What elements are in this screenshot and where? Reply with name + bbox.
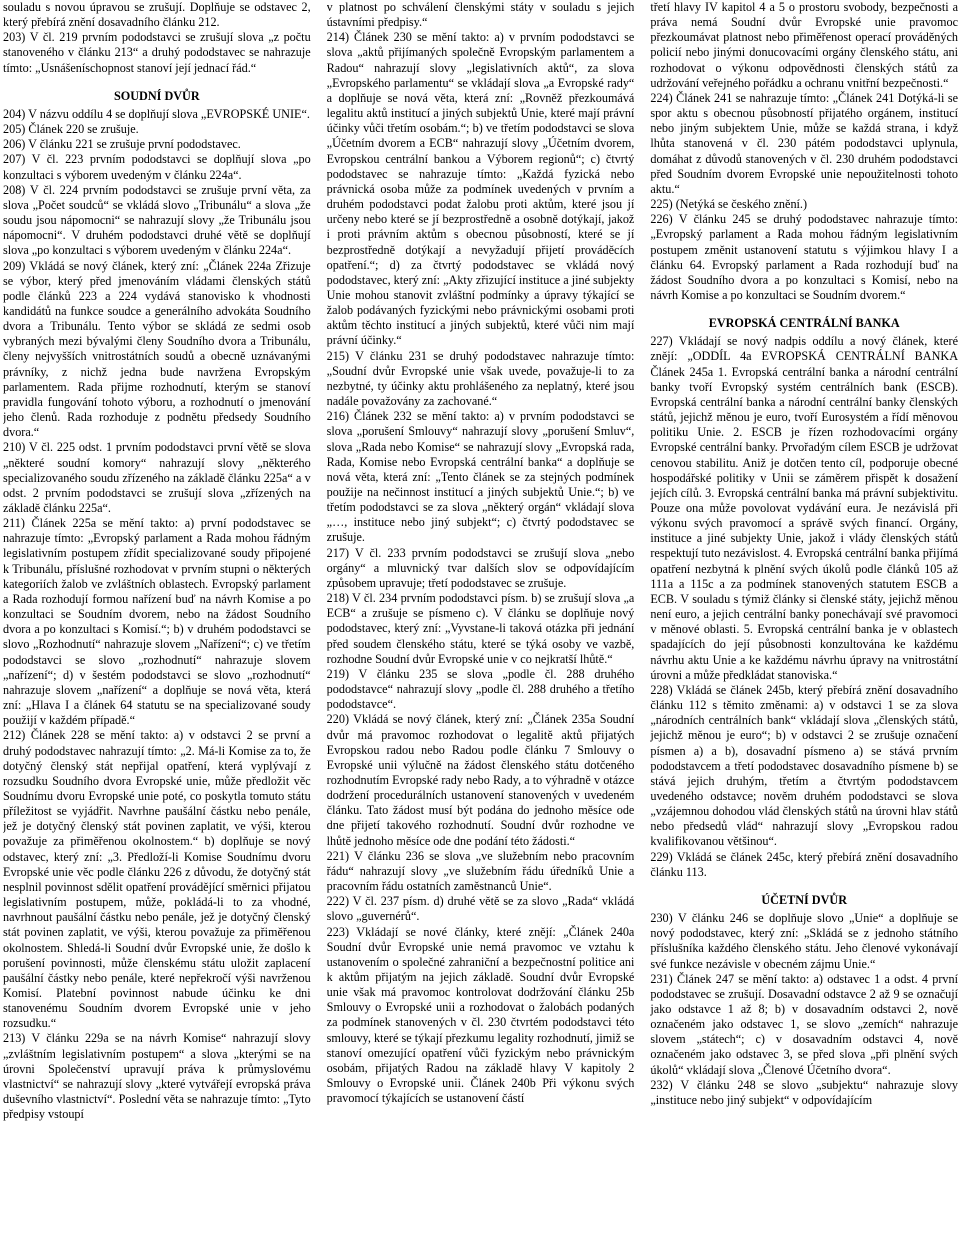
- paragraph: 211) Článek 225a se mění takto: a) první pododstavec se nahrazuje tímto: „Evropský parlament a Rada mohou řádným legislativním postupem zřídit specializované soudy připojené k Tribunálu, příslušné rozhodovat v prvním stupni o některých kategoriích žalob ve zvláštních oblastech. Evropský parlament a Rada rozhodují formou nařízení buď na návrh Komise a po konzultaci se Soudním dvorem, nebo na žádost Soudního dvora a po konzultaci s Komisí.“; b) v druhém pododstavci se slovo „Rozhodnutí“ nahrazuje slovem „Nařízení“; c) ve třetím pododstavci se slovo „rozhodnutí“ nahrazuje slovem „nařízení“; d) v šestém pododstavci se slovo „rozhodnutí“ nahrazuje slovem „nařízení“ a doplňuje se nová věta, která zní: „Hlava I a článek 64 statutu se na specializované soudy použijí v každém případě.“: [3, 516, 311, 728]
- paragraph: 223) Vkládají se nové články, které znějí: „Článek 240a Soudní dvůr Evropské unie nemá pravomoc ve vztahu k ustanovením o společné zahraniční a bezpečnostní politice ani k aktům přijatým na jejich základě. Soudní dvůr Evropské unie však má pravomoc kontrolovat dodržování článku 25b Smlouvy o Evropské unii a rozhodovat o žalobách podaných za podmínek stanovených v čl. 230 čtvrtém pododstavci této smlouvy, které se týkají přezkumu legality rozhodnutí, jimiž se stanoví omezující opatření vůči fyzickým nebo právnickým osobám, přijatých Radou na základě hlavy V kapitoly 2 Smlouvy o Evropské unii. Článek 240b Při výkonu svých pravomocí týkajících se ustanovení částí: [326, 924, 635, 1106]
- paragraph: 224) Článek 241 se nahrazuje tímto: „Článek 241 Dotýká-li se spor aktu s obecnou působností přijatého orgánem, institucí nebo jiným subjektem Unie, může se každá strana, i když lhůta stanovená v čl. 230 pátém pododstavci uplynula, domáhat z důvodů stanovených v čl. 230 druhém pododstavci před Soudním dvorem Evropské unie nepoužitelnosti tohoto aktu.“: [650, 90, 959, 196]
- paragraph: 220) Vkládá se nový článek, který zní: „Článek 235a Soudní dvůr má pravomoc rozhodovat o legalitě aktů přijatých Evropskou radou nebo Radou podle článku 7 Smlouvy o Evropské unii výlučně na žádost členského státu dotčeného rozhodnutím Evropské rady nebo Rady, a to výhradně v otázce dodržení procedurálních ustanovení stanovených v uvedeném článku. Tato žádost musí být podána do jednoho měsíce ode dne přijetí takového rozhodnutí. Soudní dvůr rozhodne ve lhůtě jednoho měsíce ode dne podání této žádosti.“: [326, 712, 635, 848]
- paragraph: třetí hlavy IV kapitol 4 a 5 o prostoru svobody, bezpečnosti a práva nemá Soudní dvůr Evropské unie pravomoc přezkoumávat platnost nebo přiměřenost operací prováděných policií nebo jinými donucovacími orgány členského státu, ani rozhodovat o výkonu odpovědnosti členských států za udržování veřejného pořádku a ochranu vnitřní bezpečnosti.“: [650, 0, 959, 90]
- paragraph: 227) Vkládají se nový nadpis oddílu a nový článek, které znějí: „ODDÍL 4a EVROPSKÁ CENTRÁLNÍ BANKA Článek 245a 1. Evropská centrální banka a národní centrální banky tvoří Evropský systém centrálních bank (ESCB). Evropská centrální banka a národní centrální banky členských států, jejichž měnou je euro, tvoří Eurosystém a řídí měnovou politiku Unie. 2. ESCB je řízen rozhodovacími orgány Evropské centrální banky. Prvořadým cílem ESCB je udržovat cenovou stabilitu. Aniž je dotčen tento cíl, podporuje obecné hospodářské politiky v Unii se záměrem přispět k dosažení jejích cílů. 3. Evropská centrální banka má právní subjektivitu. Pouze ona může povolovat vydávání eura. Je nezávislá při výkonu svých pravomocí a správě svých financí. Orgány, instituce a jiné subjekty Unie, jakož i vlády členských států respektují tuto nezávislost. 4. Evropská centrální banka přijímá opatření nezbytná k plnění svých úkolů podle článků 105 až 111a a 115c a za podmínek stanovených statutem ESCB a ECB. V souladu s týmiž články si členské státy, jejichž měnou není euro, a jejich centrální banky ponechávají své pravomoci v měnové oblasti. 5. Evropská centrální banka je v oblastech spadajících do její působnosti konzultována ke každému návrhu aktu Unie a ke každému návrhu úpravy na vnitrostátní úrovni a může předkládat stanoviska.“: [650, 334, 959, 682]
- paragraph: 222) V čl. 237 písm. d) druhé větě se za slovo „Rada“ vkládá slovo „guvernérů“.: [326, 894, 635, 924]
- paragraph: 217) V čl. 233 prvním pododstavci se zrušují slova „nebo orgány“ a mluvnický tvar dalších slov se odpovídajícím způsobem upravuje; třetí pododstavec se zrušuje.: [326, 545, 635, 590]
- paragraph: 209) Vkládá se nový článek, který zní: „Článek 224a Zřizuje se výbor, který před jmenováním vládami členských států podle článků 223 a 224 vydává stanovisko k vhodnosti kandidátů na funkce soudce a generálního advokáta Soudního dvora a Tribunálu. Tento výbor se skládá ze sedmi osob vybraných mezi bývalými členy Soudního dvora a Tribunálu, členy nejvyšších vnitrostátních soudů a obecně uznávanými právníky, z nichž jedna bude navržena Evropským parlamentem. Rada přijme rozhodnutí, kterým se stanoví pravidla fungování tohoto výboru, a rozhodnutí o jmenování jeho členů. Rada rozhoduje z podnětu předsedy Soudního dvora.“: [3, 258, 311, 440]
- paragraph: v platnost po schválení členskými státy v souladu s jejich ústavními předpisy.“: [326, 0, 635, 30]
- paragraph: 205) Článek 220 se zrušuje.: [3, 122, 139, 137]
- paragraph: souladu s novou úpravou se zrušují. Doplňuje se odstavec 2, který přebírá znění dosavadního článku 212.: [3, 0, 311, 30]
- text-column-right: [650, 0, 958, 1260]
- paragraph: 207) V čl. 223 prvním pododstavci se doplňují slova „po konzultaci s výborem uvedeným v článku 224a“.: [3, 152, 311, 182]
- paragraph: 203) V čl. 219 prvním pododstavci se zrušují slova „z počtu stanoveného v článku 213“ a druhý pododstavec se nahrazuje tímto: „Usnášeníschopnost stanoví její jednací řád.“: [3, 30, 311, 75]
- paragraph: 212) Článek 228 se mění takto: a) v odstavci 2 se první a druhý pododstavec nahrazují tímto: „2. Má-li Komise za to, že dotyčný členský stát nepřijal opatření, která vyplývají z rozsudku Soudního dvora Evropské unie, může předložit věc Soudnímu dvoru Evropské unie poté, co poskytla tomuto státu příležitost se vyjádřit. Navrhne paušální částku nebo penále, jež je dotyčný členský stát povinen zaplatit, ve výši, kterou považuje za přiměřenou okolnostem.“ b) doplňuje se nový odstavec, který zní: „3. Předloží-li Komise Soudnímu dvoru Evropské unie věc podle článku 226 z důvodu, že dotyčný stát nesplnil povinnost sdělit opatření provádějící směrnici přijatou legislativním postupem, může, pokládá-li to za vhodné, navrhnout paušální částku nebo penále, jež je dotyčný členský stát povinen zaplatit, ve výši, kterou považuje za přiměřenou okolnostem. Shledá-li Soudní dvůr Evropské unie, že došlo k porušení povinnosti, může členskému státu uložit zaplacení paušální částky nebo penále, které nepřekročí výši navrženou Komisí. Platební povinnost nabude účinku ke dni stanovenému Soudním dvorem Evropské unie v jeho rozsudku.“: [3, 728, 311, 1031]
- section-heading: ÚČETNÍ DVŮR: [761, 892, 848, 907]
- text-column-middle: [327, 0, 635, 1260]
- paragraph: 232) V článku 248 se slovo „subjektu“ nahrazuje slovy „instituce nebo jiný subjekt“ v odpovídajícím: [650, 1077, 959, 1107]
- paragraph: 208) V čl. 224 prvním pododstavci se zrušuje první věta, za slova „Počet soudců“ se vkládá slovo „Tribunálu“ a slova „že soudu jsou nápomocni“ se nahrazují slovy „že Tribunálu jsou nápomocni“. V druhém pododstavci druhé větě se doplňují slova „po konzultaci s výborem uvedeným v článku 224a“.: [3, 182, 311, 258]
- section-heading: SOUDNÍ DVŮR: [114, 88, 200, 103]
- paragraph: 204) V názvu oddílu 4 se doplňují slova „EVROPSKÉ UNIE“.: [3, 106, 310, 121]
- paragraph: 229) Vkládá se článek 245c, který přebírá znění dosavadního článku 113.: [650, 849, 959, 879]
- paragraph: 213) V článku 229a se na návrh Komise“ nahrazují slovy „zvláštním legislativním postupem“ a slova „kterými se na úrovni Společenství upravují práva k průmyslovému vlastnictví“ se nahrazují slovy „které vytvářejí evropská práva duševního vlastnictví“. Poslední věta se nahrazuje tímto: „Tyto předpisy vstoupí: [3, 1031, 311, 1122]
- section-heading: EVROPSKÁ CENTRÁLNÍ BANKA: [708, 316, 900, 331]
- paragraph: 226) V článku 245 se druhý pododstavec nahrazuje tímto: „Evropský parlament a Rada mohou řádným legislativním postupem změnit ustanovení statutu s výjimkou hlavy I a článku 64. Evropský parlament a Rada rozhodují buď na žádost Soudního dvora a po konzultaci s Komisí, nebo na návrh Komise a po konzultaci se Soudním dvorem.“: [650, 212, 959, 302]
- paragraph: 214) Článek 230 se mění takto: a) v prvním pododstavci se slova „aktů přijímaných společně Evropským parlamentem a Radou“ nahrazují slovy „legislativních aktů“, za slova „Evropského parlamentu“ se vkládají slova „a Evropské rady“ a doplňuje se nová věta, která zní: „Rovněž přezkoumává legalitu aktů institucí a jiných subjektů Unie, které mají právní účinky vůči třetím osobám.“; b) ve třetím pododstavci se slova „Účetním dvorem a ECB“ nahrazují slovy „Účetním dvorem, Evropskou centrální bankou a Výborem regionů“; c) čtvrtý pododstavec se nahrazuje tímto: „Každá fyzická nebo právnická osoba může za podmínek uvedených v prvním a druhém pododstavci podat žalobu proti aktům, které jsou jí určeny nebo které se jí bezprostředně a osobně dotýkají, jakož i proti právním aktům s obecnou působností, které se jí bezprostředně dotýkají a nevyžadují přijetí prováděcích opatření.“; d) za čtvrtý pododstavec se vkládá nový pododstavec, který zní: „Akty zřizující instituce a jiné subjekty Unie mohou stanovit zvláštní podmínky a úpravy týkající se žalob podávaných fyzickými nebo právnickými osobami proti aktům těchto institucí a jiných subjektů, které vůči nim mají právní účinky.“: [326, 30, 635, 348]
- paragraph: 228) Vkládá se článek 245b, který přebírá znění dosavadního článku 112 s těmito změnami: a) v odstavci 1 se za slova „národních centrálních bank“ vkládají slova „členských států, jejichž měnou je euro“; b) v odstavci 2 se zrušuje označení písmen a) a b), dosavadní písmeno a) se stává prvním pododstavcem a třetí pododstavec dosavadního písmene b) se stává jejich druhým, třetím a čtvrtým pododstavcem uvedeného odstavce; nověm druhém pododstavci se slova „vzájemnou dohodou vlád členských států na úrovni hlav států nebo předsedů vlád“ nahrazují slovy „Evropskou radou kvalifikovanou většinou“.: [650, 682, 959, 849]
- paragraph: 231) Článek 247 se mění takto: a) odstavec 1 a odst. 4 první pododstavec se zrušují. Dosavadní odstavce 2 až 9 se označují jako odstavce 1 až 8; b) v dosavadním odstavci 2, nově označeném jako odstavec 1, se slovo „zemích“ nahrazuje slovem „státech“; c) v dosavadním odstavci 4, nově označeném jako odstavec 3, se před slova „při plnění svých úkolů“ vkládají slova „Členové Účetního dvora“.: [650, 971, 959, 1077]
- paragraph: 221) V článku 236 se slova „ve služebním nebo pracovním řádu“ nahrazují slovy „ve služebním řádu úředníků Unie a pracovním řádu ostatních zaměstnanců Unie“.: [326, 848, 635, 894]
- text-column-left: [3, 0, 311, 1260]
- paragraph: 219) V článku 235 se slova „podle čl. 288 druhého pododstavce“ nahrazují slovy „podle čl. 288 druhého a třetího pododstavce“.: [326, 666, 635, 712]
- paragraph: 216) Článek 232 se mění takto: a) v prvním pododstavci se slova „porušení Smlouvy“ nahrazují slovy „porušení Smluv“, slova „Rada nebo Komise“ se nahrazují slovy „Evropská rada, Rada, Komise nebo Evropská centrální banka“ a doplňuje se nová věta, která zní: „Tento článek se za stejných podmínek použije na nečinnost institucí a jiných subjektů Unie.“; b) ve třetím pododstavci se za slova „některý orgán“ vkládají slova „…, instituce nebo jiný subjekt“; c) čtvrtý pododstavec se zrušuje.: [326, 409, 635, 545]
- paragraph: 215) V článku 231 se druhý pododstavec nahrazuje tímto: „Soudní dvůr Evropské unie však uvede, považuje-li to za nezbytné, ty účinky aktu prohlášeného za neplatný, které jsou nadále považovány za zachované.“: [326, 348, 635, 409]
- paragraph: 225) (Netýká se českého znění.): [650, 197, 808, 212]
- paragraph: 218) V čl. 234 prvním pododstavci písm. b) se zrušují slova „a ECB“ a zrušuje se písmeno c). V článku se doplňuje nový pododstavec, který zní: „Vyvstane-li taková otázka při jednání před soudem členského státu, které se týká osoby ve vazbě, rozhodne Soudní dvůr Evropské unie v co nejkratší lhůtě.“: [326, 591, 635, 666]
- paragraph: 206) V článku 221 se zrušuje první pododstavec.: [3, 137, 241, 152]
- paragraph: 210) V čl. 225 odst. 1 prvním pododstavci první větě se slova „některé soudní komory“ nahrazují slovy „některého specializovaného soudu zřízeného na základě článku 225a“ a v odst. 2 prvním pododstavci se zrušují slova „zřízených na základě článku 225a“.: [3, 440, 311, 515]
- paragraph: 230) V článku 246 se doplňuje slovo „Unie“ a doplňuje se nový pododstavec, který zní: „Skládá se z jednoho státního příslušníka každého členského státu. Jeho členové vykonávají své funkce nezávisle v obecném zájmu Unie.“: [650, 911, 959, 971]
